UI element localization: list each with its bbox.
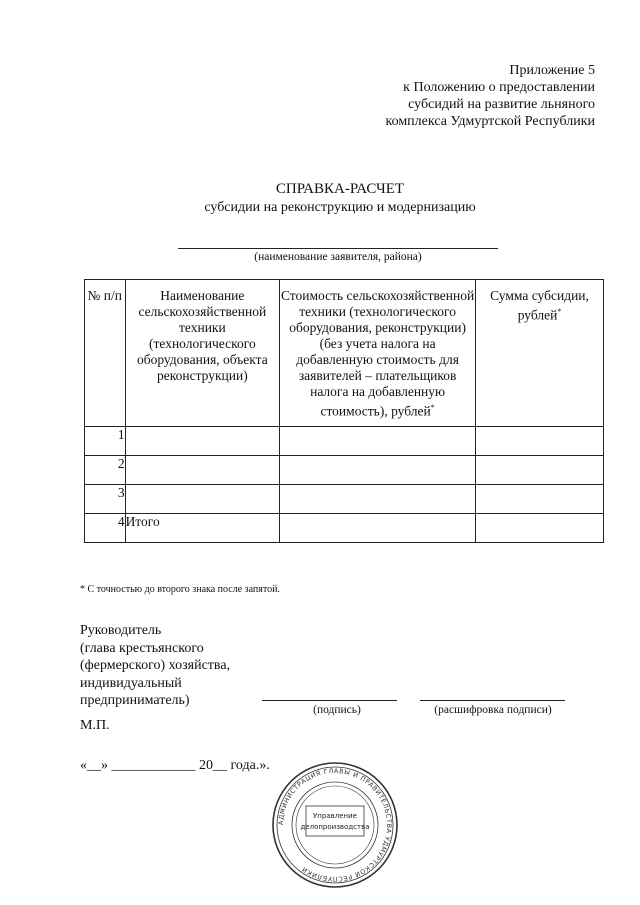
- row-subsidy: [476, 484, 604, 513]
- header-number: № п/п: [85, 280, 126, 427]
- applicant-caption: (наименование заявителя, района): [254, 251, 422, 263]
- appendix-header: [386, 62, 596, 130]
- document-title: СПРАВКА-РАСЧЕТ: [275, 181, 405, 197]
- table-total-row: [85, 513, 604, 542]
- table-row: [85, 484, 604, 513]
- header-cost: Стоимость сельскохозяйственной техники (технологического оборудования, реконструкции) (без учета налога на добавленную стоимость для заявителей – плательщиков налога на добавленную стоимость), рублей*: [280, 280, 476, 427]
- appendix-line: к Положению о предоставлении: [403, 80, 595, 95]
- stamp-label-box: [306, 806, 364, 836]
- table-row: [85, 455, 604, 484]
- decoding-blank-line: [420, 700, 565, 701]
- official-stamp: [270, 760, 400, 890]
- signer-line: индивидуальный: [80, 675, 182, 691]
- signer-block: [80, 622, 230, 710]
- row-subsidy: [476, 455, 604, 484]
- row-name: [125, 455, 280, 484]
- signature-caption: (подпись): [313, 704, 361, 716]
- stamp-ring-text: АДМИНИСТРАЦИЯ ГЛАВЫ И ПРАВИТЕЛЬСТВА УДМУРТСКОЙ РЕСПУБЛИКИ: [276, 766, 394, 884]
- row-cost: [280, 513, 476, 542]
- header-equipment-name: Наименование сельскохозяйственной техники (технологического оборудования, объекта реконструкции): [125, 280, 280, 427]
- row-number: 3: [85, 484, 126, 513]
- decoding-caption: (расшифровка подписи): [434, 704, 552, 716]
- table-header-row: [85, 280, 604, 427]
- row-subsidy: [476, 426, 604, 455]
- row-name: [125, 484, 280, 513]
- table-row: [85, 426, 604, 455]
- row-number: 4: [85, 513, 126, 542]
- seal-place-label: М.П.: [80, 718, 110, 733]
- row-subsidy: [476, 513, 604, 542]
- applicant-blank-line: [178, 248, 498, 249]
- row-number: 1: [85, 426, 126, 455]
- signer-line: (фермерского) хозяйства,: [80, 658, 231, 673]
- footnote: * С точностью до второго знака после запятой.: [80, 584, 280, 595]
- appendix-line: комплекса Удмуртской Республики: [385, 114, 595, 129]
- signature-blank-line: [262, 700, 397, 701]
- row-cost: [280, 484, 476, 513]
- row-cost: [280, 426, 476, 455]
- header-subsidy: Сумма субсидии, рублей*: [476, 280, 604, 427]
- appendix-line: субсидий на развитие льняного: [408, 97, 595, 112]
- row-name: [125, 426, 280, 455]
- row-number: 2: [85, 455, 126, 484]
- appendix-line: Приложение 5: [509, 63, 595, 78]
- stamp-text: делопроизводства: [300, 823, 370, 831]
- signer-line: Руководитель: [80, 623, 162, 638]
- calculation-table: [84, 279, 604, 543]
- row-cost: [280, 455, 476, 484]
- signer-line: предприниматель): [80, 693, 190, 708]
- date-line: «__» ____________ 20__ года.».: [80, 758, 270, 773]
- signer-line: (глава крестьянского: [80, 640, 204, 656]
- document-subtitle: субсидии на реконструкцию и модернизацию: [204, 200, 476, 215]
- total-label: Итого: [125, 513, 280, 542]
- stamp-text: Управление: [313, 812, 357, 820]
